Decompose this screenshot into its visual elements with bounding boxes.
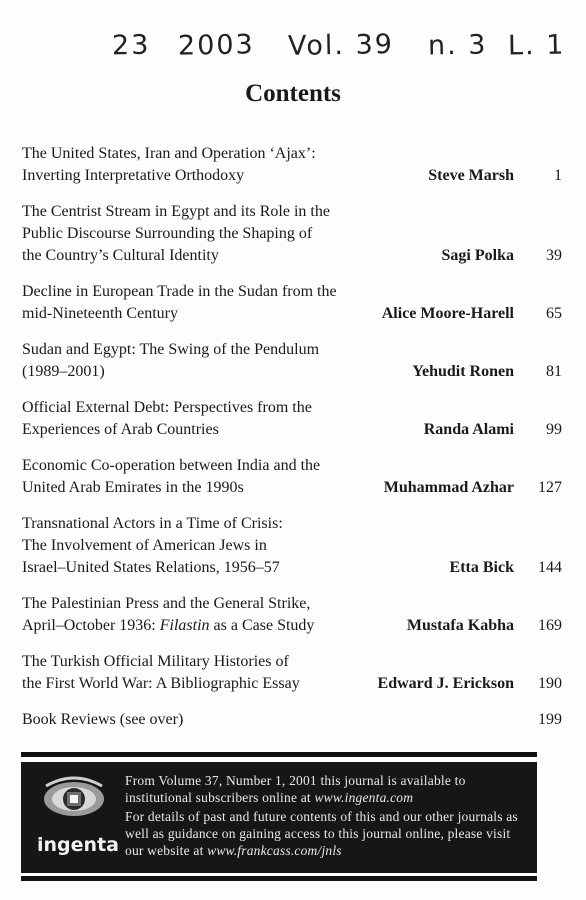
article-title-line: Transnational Actors in a Time of Crisis: <box>22 515 283 532</box>
article-author: Alice Moore-Harell <box>381 305 514 322</box>
article-title-line: Sudan and Egypt: The Swing of the Pendulum <box>22 341 320 358</box>
article-title-line: Public Discourse Surrounding the Shaping of <box>22 225 313 242</box>
article-author: Muhammad Azhar <box>383 479 514 496</box>
article-author: Randa Alami <box>423 421 514 438</box>
toc-entry <box>22 143 562 187</box>
article-title-line: The Involvement of American Jews in <box>22 537 267 554</box>
table-of-contents <box>22 143 562 745</box>
article-title-line: the First World War: A Bibliographic Essay <box>22 675 300 692</box>
website-details-text: For details of past and future contents of this and our other journals as well as guidance on gaining access to this journal online, please visit our website at www.frankcass.com/jnls <box>125 809 518 858</box>
article-author: Sagi Polka <box>441 247 514 264</box>
article-page-number: 199 <box>538 711 562 728</box>
page-title: Contents <box>245 80 341 107</box>
article-title-line: Inverting Interpretative Orthodoxy <box>22 167 245 184</box>
toc-entry <box>22 593 562 637</box>
toc-entry <box>22 651 562 695</box>
article-title-line: Economic Co-operation between India and the <box>22 457 321 474</box>
article-page-number: 81 <box>546 363 562 380</box>
toc-entry <box>22 513 562 579</box>
article-title-line: the Country’s Cultural Identity <box>22 247 219 264</box>
divider-rule-top <box>21 752 537 757</box>
ingenta-logo <box>33 776 119 861</box>
toc-entry <box>22 709 562 731</box>
toc-entry <box>22 281 562 325</box>
handwritten-year: 2003 <box>177 29 255 62</box>
toc-entry <box>22 455 562 499</box>
article-title-line: Official External Debt: Perspectives from the <box>22 399 312 416</box>
divider-rule-bottom <box>21 876 537 881</box>
toc-entry <box>22 201 562 267</box>
handwritten-number: 23 <box>111 29 151 62</box>
article-title-line: mid-Nineteenth Century <box>22 305 178 322</box>
frankcass-link[interactable]: www.frankcass.com/jnls <box>207 843 342 858</box>
article-author: Edward J. Erickson <box>377 675 514 692</box>
online-availability-text: From Volume 37, Number 1, 2001 this journal is available to institutional subscribers online at www.ingenta.com <box>125 773 466 805</box>
article-page-number: 144 <box>538 559 562 576</box>
article-title-line: The United States, Iran and Operation ‘Ajax’: <box>22 145 316 162</box>
article-page-number: 99 <box>546 421 562 438</box>
article-title-line: (1989–2001) <box>22 363 105 380</box>
article-page-number: 169 <box>538 617 562 634</box>
article-title-line: Book Reviews (see over) <box>22 711 184 728</box>
article-title-line: Experiences of Arab Countries <box>22 421 219 438</box>
article-page-number: 127 <box>538 479 562 496</box>
article-title-line: The Turkish Official Military Histories of <box>22 653 289 670</box>
article-author: Steve Marsh <box>428 167 514 184</box>
handwritten-issue: n. 3 <box>427 29 488 62</box>
handwritten-label: L. 1 <box>507 29 566 62</box>
article-page-number: 190 <box>538 675 562 692</box>
handwritten-volume: Vol. 39 <box>287 29 395 62</box>
article-author: Etta Bick <box>449 559 514 576</box>
article-title-line: The Centrist Stream in Egypt and its Role in the <box>22 203 330 220</box>
toc-entry <box>22 339 562 383</box>
article-page-number: 65 <box>546 305 562 322</box>
handwritten-annotation <box>0 22 586 72</box>
article-title-line: United Arab Emirates in the 1990s <box>22 479 244 496</box>
ingenta-link[interactable]: www.ingenta.com <box>314 790 414 805</box>
article-author: Mustafa Kabha <box>406 617 514 634</box>
toc-entry <box>22 397 562 441</box>
article-page-number: 39 <box>546 247 562 264</box>
eye-logo-icon <box>42 776 106 822</box>
logo-wordmark: ingenta <box>37 834 119 856</box>
article-title-line: Israel–United States Relations, 1956–57 <box>22 559 280 576</box>
article-author: Yehudit Ronen <box>412 363 514 380</box>
article-title-line: April–October 1936: Filastin as a Case Study <box>22 617 315 634</box>
article-page-number: 1 <box>554 167 562 184</box>
ingenta-banner <box>21 762 537 873</box>
article-title-line: Decline in European Trade in the Sudan from the <box>22 283 337 300</box>
article-title-line: The Palestinian Press and the General Strike, <box>22 595 311 612</box>
